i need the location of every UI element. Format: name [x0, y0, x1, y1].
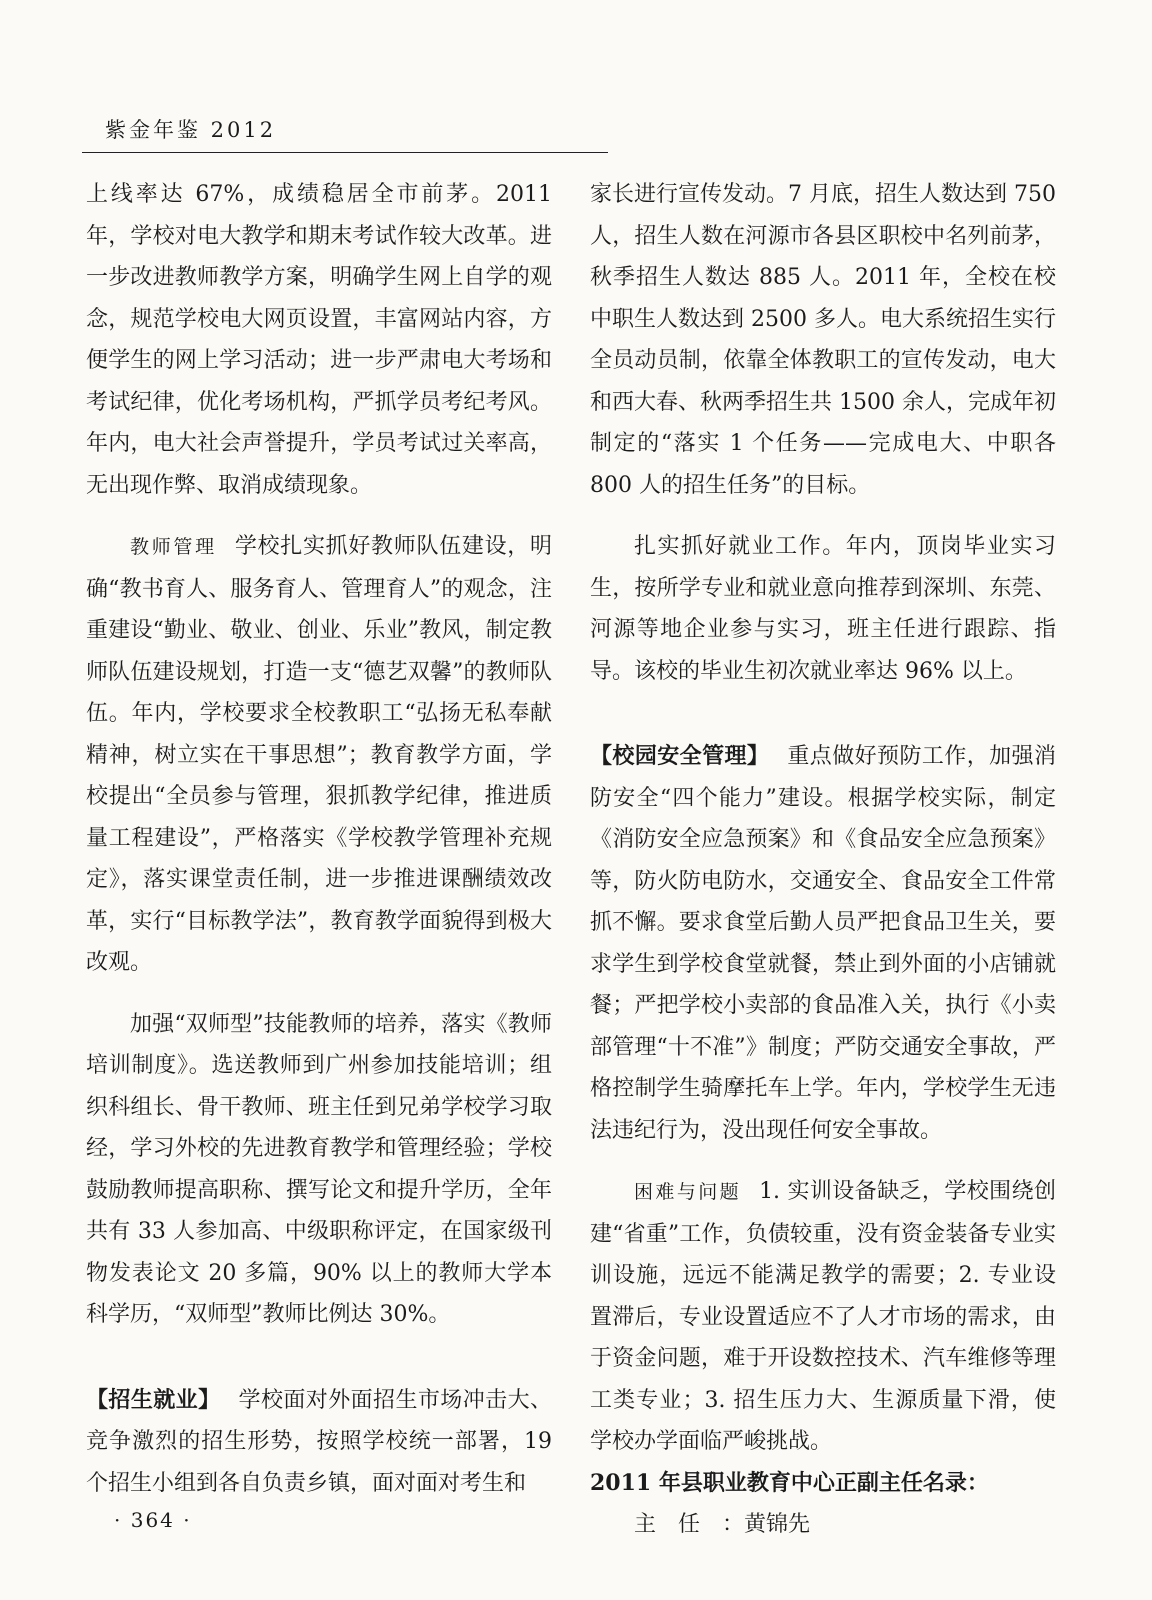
roster-entry	[590, 1504, 1056, 1546]
section-label-difficulties: 困难与问题	[634, 1181, 742, 1203]
roster-title: 2011 年县职业教育中心正副主任名录：	[590, 1469, 989, 1496]
paragraph-difficulties	[590, 1171, 1056, 1463]
page-number: · 364 ·	[114, 1508, 192, 1532]
paragraph-enrollment-continued: 家长进行宣传发动。7 月底，招生人数达到 750 人，招生人数在河源市各县区职校中名列前茅，秋季招生人数达 885 人。2011 年，全校在校中职生人数达到 2500 多人。电大系统招生实行全员动员制，依靠全体教职工的宣传发动，电大和西大春、秋两季招生共 1500 余人，完成年初制定的“落实 1 个任务——完成电大、中职各 800 人的招生任务”的目标。	[590, 182, 1056, 498]
running-head: 紫金年鉴 2012	[105, 118, 277, 142]
right-column	[590, 174, 1056, 1546]
header-rule	[82, 152, 608, 153]
enrollment-text: 学校面对外面招生市场冲击大、竞争激烈的招生形势，按照学校统一部署，19 个招生小组到各自负责乡镇，面对面对考生和	[86, 1387, 552, 1496]
paragraph-campus-safety	[590, 736, 1056, 1151]
difficulties-text: 1. 实训设备缺乏，学校围绕创建“省重”工作，负债较重，没有资金装备专业实训设施，远远不能满足教学的需要；2. 专业设置滞后，专业设置适应不了人才市场的需求，由于资金问题，难于开设数控技术、汽车维修等理工类专业；3. 招生压力大、生源质量下滑，使学校办学面临严峻挑战。	[590, 1179, 1056, 1454]
roster-role: 主任	[634, 1512, 723, 1537]
paragraph-teacher-management	[86, 526, 552, 984]
roster-person: ：黄锦先	[722, 1512, 811, 1537]
teacher-management-text: 学校扎实抓好教师队伍建设，明确“教书育人、服务育人、管理育人”的观念，注重建设“勤业、敬业、创业、乐业”教风，制定教师队伍建设规划，打造一支“德艺双馨”的教师队伍。年内，学校要求全校教职工“弘扬无私奉献精神，树立实在干事思想”；教育教学方面，学校提出“全员参与管理，狠抓教学纪律，推进质量工程建设”，严格落实《学校教学管理补充规定》，落实课堂责任制，进一步推进课酬绩效改革，实行“目标教学法”，教育教学面貌得到极大改观。	[86, 534, 552, 975]
section-label-teacher-management: 教师管理	[130, 536, 217, 558]
section-label-enrollment: 【招生就业】	[86, 1386, 221, 1413]
campus-safety-text: 重点做好预防工作，加强消防安全“四个能力”建设。根据学校实际，制定《消防安全应急预案》和《食品安全应急预案》等，防火防电防水，交通安全、食品安全工件常抓不懈。要求食堂后勤人员严把食品卫生关，要求学生到学校食堂就餐，禁止到外面的小店铺就餐；严把学校小卖部的食品准入关，执行《小卖部管理“十不准”》制度；严防交通安全事故，严格控制学生骑摩托车上学。年内，学校学生无违法违纪行为，没出现任何安全事故。	[590, 744, 1056, 1143]
left-column	[86, 174, 552, 1504]
paragraph-enrollment	[86, 1380, 552, 1505]
paragraph-dual-teacher-training: 加强“双师型”技能教师的培养，落实《教师培训制度》。选送教师到广州参加技能培训；组织科组长、骨干教师、班主任到兄弟学校学习取经，学习外校的先进教育教学和管理经验；学校鼓励教师提高职称、撰写论文和提升学历，全年共有 33 人参加高、中级职称评定，在国家级刊物发表论文 20 多篇，90% 以上的教师大学本科学历，“双师型”教师比例达 30%。	[86, 1011, 552, 1327]
paragraph-employment: 扎实抓好就业工作。年内，顶岗毕业实习生，按所学专业和就业意向推荐到深圳、东莞、河源等地企业参与实习，班主任进行跟踪、指导。该校的毕业生初次就业率达 96% 以上。	[590, 534, 1056, 684]
paragraph-exam-reform: 上线率达 67%，成绩稳居全市前茅。2011 年，学校对电大教学和期末考试作较大改革。进一步改进教师教学方案，明确学生网上自学的观念，规范学校电大网页设置，丰富网站内容，方便学生的网上学习活动；进一步严肃电大考场和考试纪律，优化考场机构，严抓学员考纪考风。年内，电大社会声誉提升，学员考试过关率高，无出现作弊、取消成绩现象。	[86, 182, 552, 498]
section-label-campus-safety: 【校园安全管理】	[590, 743, 770, 769]
